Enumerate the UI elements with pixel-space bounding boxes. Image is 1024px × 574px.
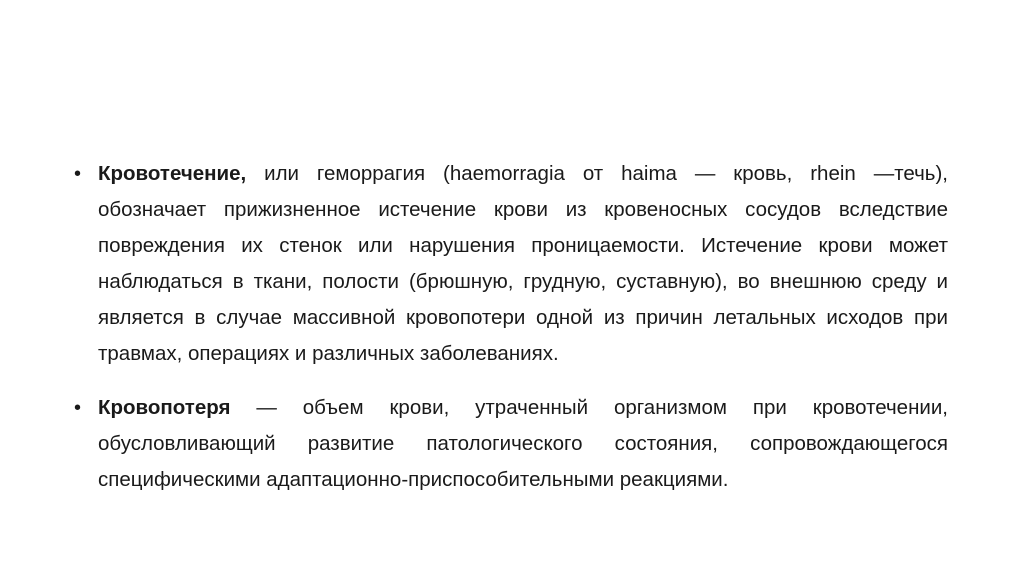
definition-blood-loss: — объем крови, утраченный организмом при кровотечении, обусловливающий развитие патологического состояния, сопровождающегося специфическими адаптационно-приспособительными реакциями. bbox=[98, 396, 948, 491]
definition-bleeding: или геморрагия (haemorragia от haima — кровь, rhein —течь), обозначает прижизненное истечение крови из кровеносных сосудов вследствие повреждения их стенок или нарушения проницаемости. Истечение крови может наблюдаться в ткани, полости (брюшную, грудную, суставную), во внешнюю среду и является в случае массивной кровопотери одной из причин летальных исходов при травмах, операциях и различных заболеваниях. bbox=[98, 162, 948, 365]
bullet-list bbox=[74, 156, 948, 516]
term-bleeding: Кровотечение, bbox=[98, 162, 247, 185]
bullet-item-blood-loss bbox=[74, 390, 948, 498]
bullet-marker: • bbox=[74, 163, 82, 185]
bullet-marker: • bbox=[74, 397, 82, 419]
term-blood-loss: Кровопотеря bbox=[98, 396, 231, 419]
bullet-item-bleeding bbox=[74, 156, 948, 372]
